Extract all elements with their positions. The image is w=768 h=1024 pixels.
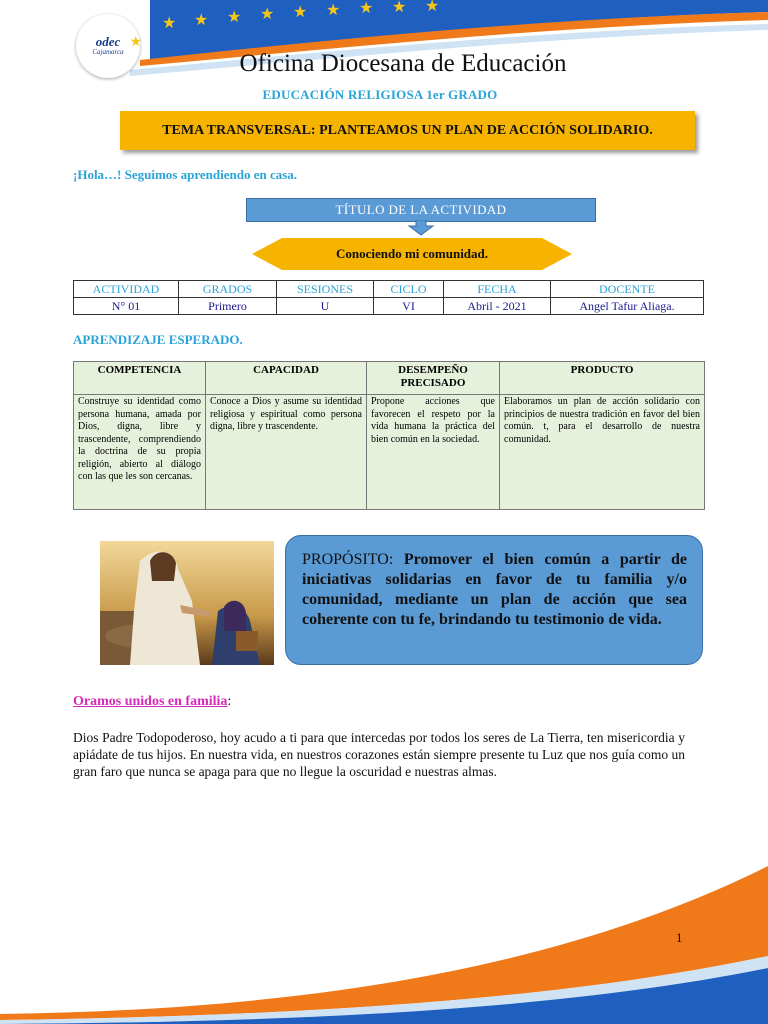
activity-info-table [73,280,704,315]
header-desempeno: DESEMPEÑO PRECISADO [367,362,500,395]
down-arrow-icon [406,220,436,236]
table-row [74,395,705,510]
cell-competencia: Construye su identidad como persona humana, amada por Dios, digna, libre y trascendente, comprendiendo la doctrina de su propia religión, abierto al diálogo con las que les son cercanas. [74,395,206,510]
cell-producto: Elaboramos un plan de acción solidario con principios de nuestra tradición en favor del bien común. t, para el desarrollo de nuestra comunidad. [500,395,705,510]
header-docente: DOCENTE [551,281,704,298]
star-icon: ★ [194,12,209,29]
office-title: Oficina Diocesana de Educación [239,50,567,77]
cell-sesiones: U [277,298,374,315]
header-ciclo: CICLO [374,281,444,298]
star-icon: ★ [425,0,440,15]
activity-title: Conociendo mi comunidad. [335,246,489,261]
cell-docente: Angel Tafur Aliaga. [551,298,704,315]
aprendizaje-label: APRENDIZAJE ESPERADO. [73,332,243,347]
star-icon: ★ [293,4,308,21]
star-icon: ★ [260,6,275,23]
header-producto: PRODUCTO [500,362,705,395]
header-grados: GRADOS [179,281,277,298]
table-header-row [74,362,705,395]
header-sesiones: SESIONES [277,281,374,298]
table-row [74,298,704,315]
tema-transversal-banner: TEMA TRANSVERSAL: PLANTEAMOS UN PLAN DE ACCIÓN SOLIDARIO. [120,111,695,150]
star-icon: ★ [162,15,177,32]
cell-grados: Primero [179,298,277,315]
competencias-table [73,361,705,510]
header-capacidad: CAPACIDAD [206,362,367,395]
proposito-label: PROPÓSITO: [302,551,394,568]
page-number: 1 [676,930,683,945]
oramos-heading [73,694,231,710]
course-subtitle: EDUCACIÓN RELIGIOSA 1er GRADO [262,87,498,102]
star-icon: ★ [227,9,242,26]
cell-fecha: Abril - 2021 [444,298,551,315]
prayer-text: Dios Padre Todopoderoso, hoy acudo a ti para que intercedas por todos los seres de La Tierra, ten misericordia y apiádate de tus hijos. En nuestra vida, en nuestros corazones están siempre presente tu Luz que nos guía como un gran faro que nunca se apaga para que no llegue la oscuridad e nuestras almas. [73,730,685,779]
greeting: ¡Hola…! Seguimos aprendiendo en casa. [73,167,298,182]
jesus-samaritan-painting [100,541,274,665]
cell-desempeno: Propone acciones que favorecen el respeto por la vida humana la práctica del bien común en la sociedad. [367,395,500,510]
table-header-row [74,281,704,298]
oramos-label: Oramos unidos en familia [73,694,228,709]
star-icon: ★ [129,35,142,50]
activity-title-label: TÍTULO DE LA ACTIVIDAD [246,198,596,222]
header-actividad: ACTIVIDAD [74,281,179,298]
proposito-box [285,535,703,665]
proposito-text: Promover el bien común a partir de iniciativas solidarias en favor de tu familia y/o comunidad, mediante un plan de acción que sea coherente con tu fe, brindando tu testimonio de vida. [302,551,688,628]
logo-text: odec [95,34,121,49]
footer-decoration [0,860,768,1024]
header-fecha: FECHA [444,281,551,298]
star-icon: ★ [359,0,374,17]
oramos-colon: : [227,694,232,709]
cell-actividad: N° 01 [74,298,179,315]
header-competencia: COMPETENCIA [74,362,206,395]
logo-subtext: Cajamarca [92,48,124,56]
star-icon: ★ [326,2,341,19]
cell-ciclo: VI [374,298,444,315]
cell-capacidad: Conoce a Dios y asume su identidad religiosa y espiritual como persona digna, libre y trascendente. [206,395,367,510]
star-icon: ★ [392,0,407,16]
